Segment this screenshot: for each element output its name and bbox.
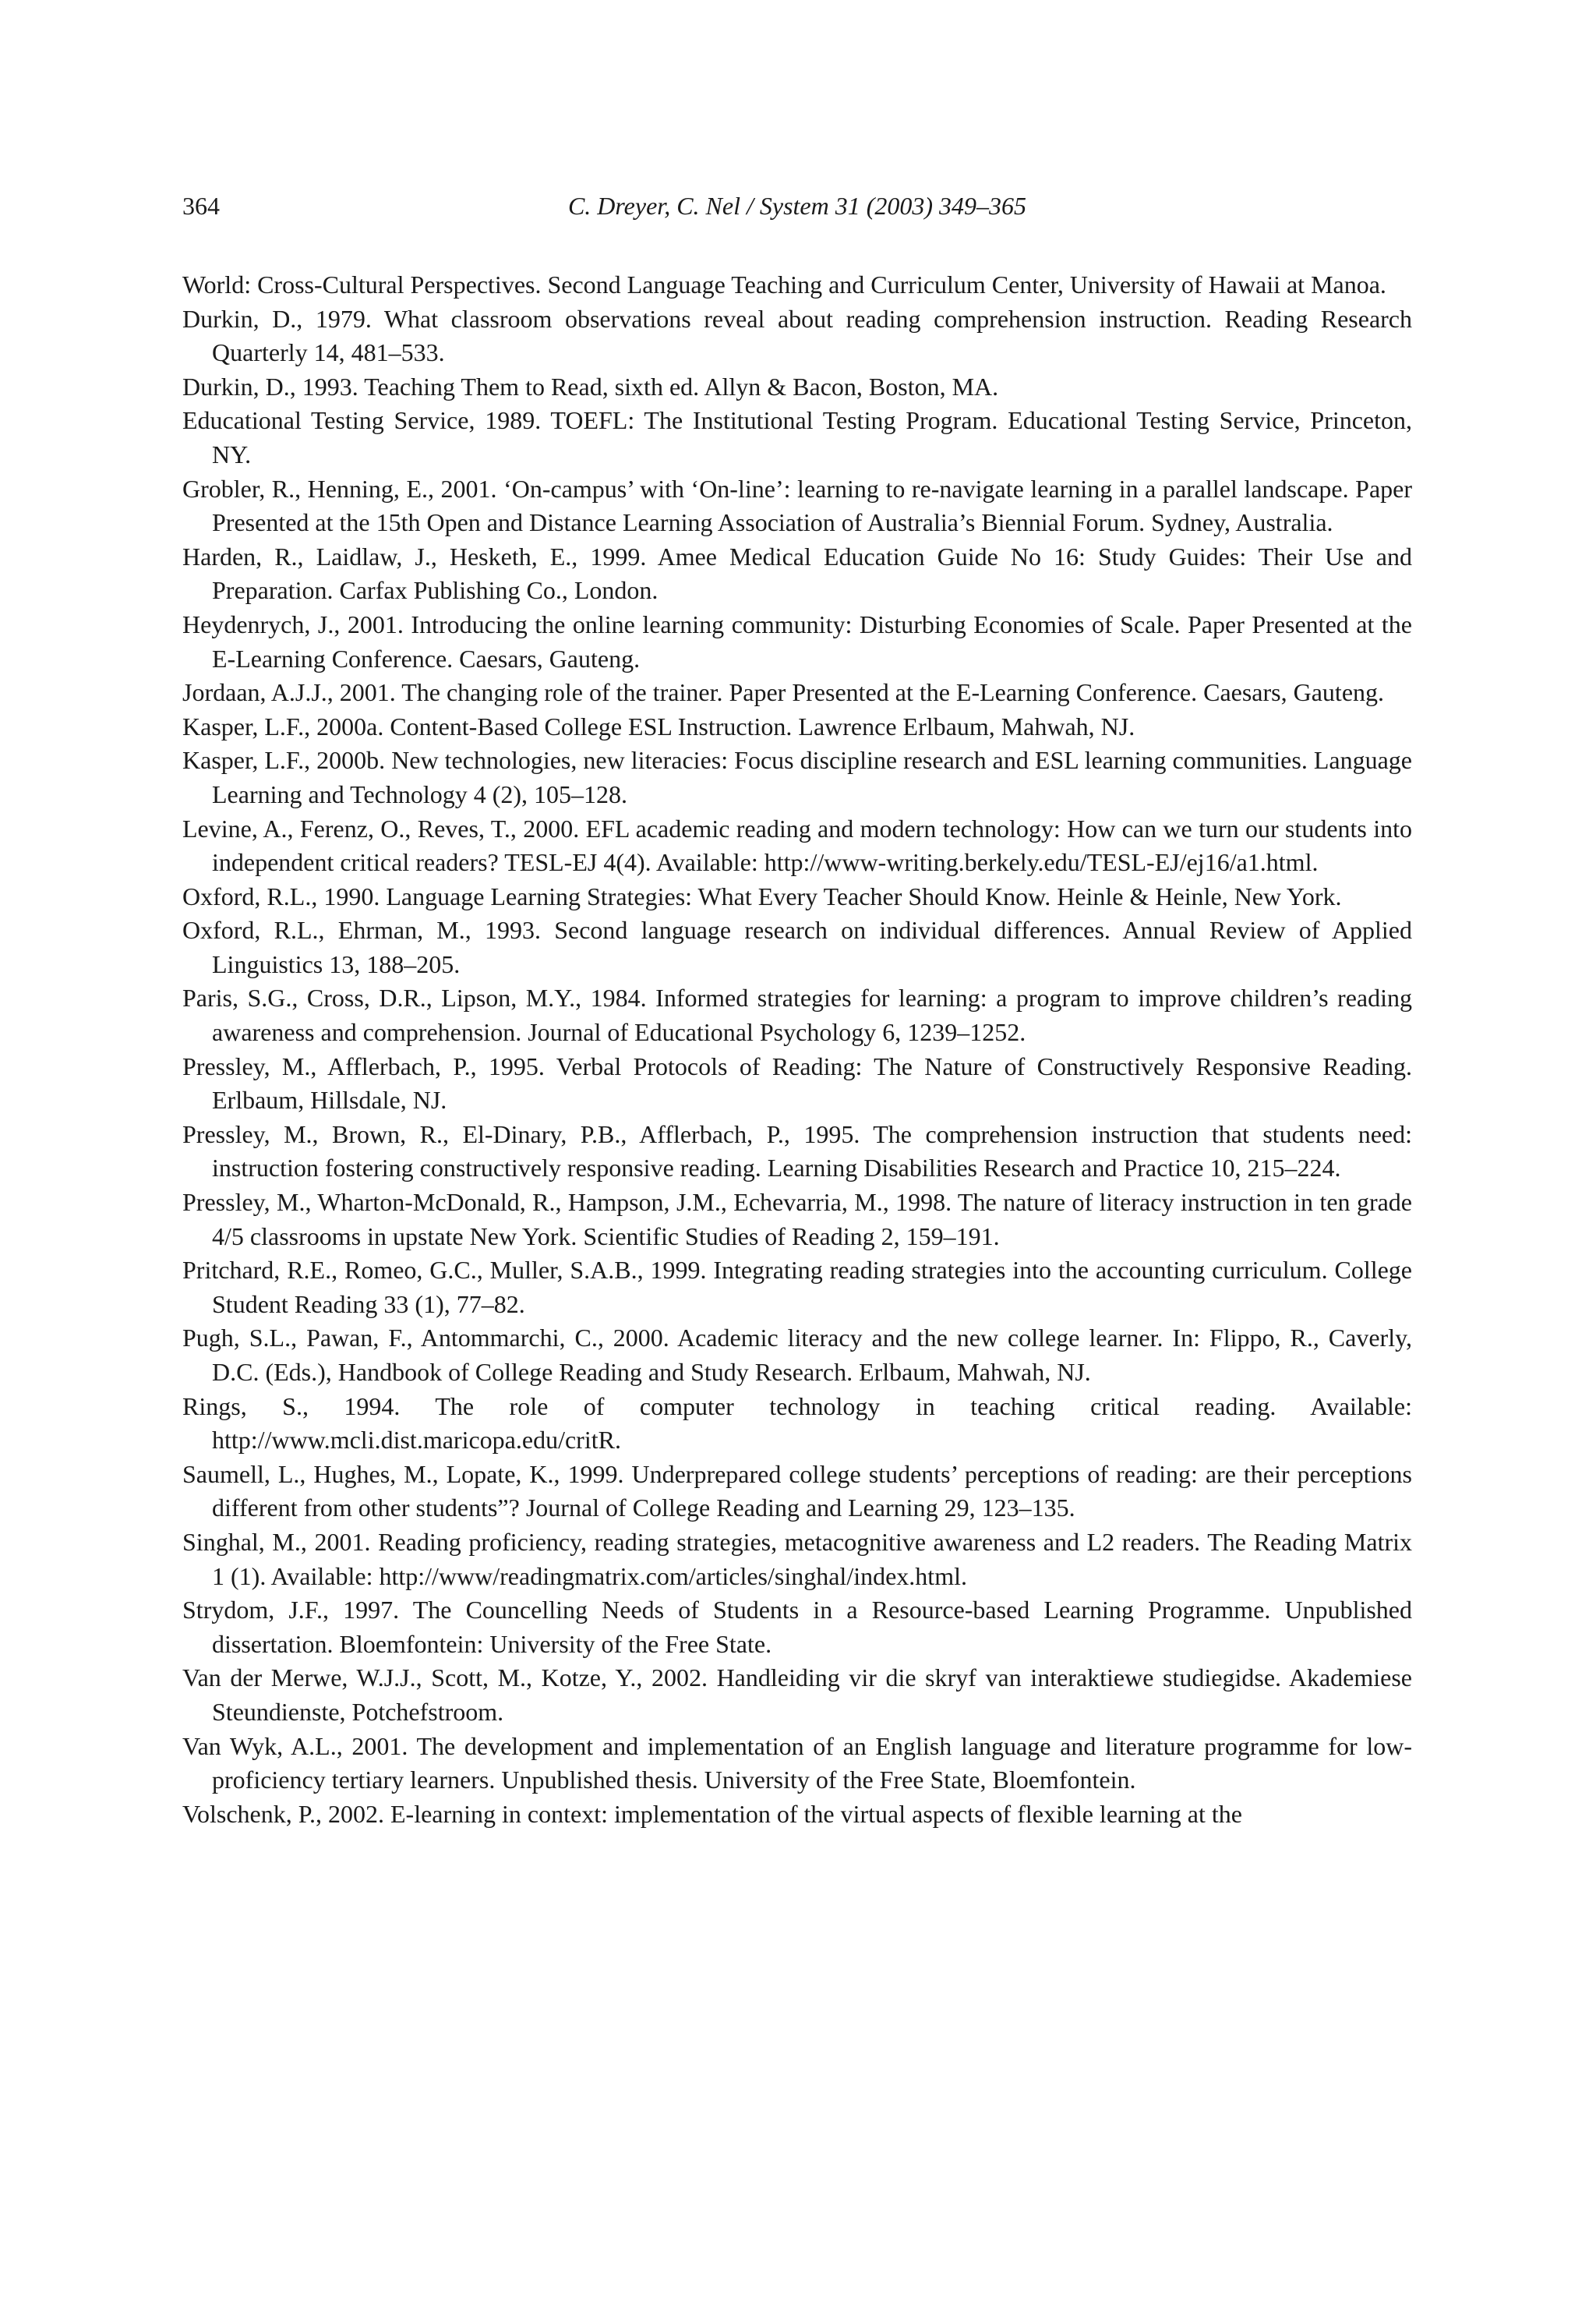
reference-entry: World: Cross-Cultural Perspectives. Second Language Teaching and Curriculum Center, University of Hawaii at Manoa. — [182, 270, 1386, 299]
reference-entry: Oxford, R.L., Ehrman, M., 1993. Second language research on individual differences. Annual Review of Applied Linguistics 13, 188–205. — [182, 916, 1412, 978]
reference-entry: Rings, S., 1994. The role of computer technology in teaching critical reading. Available: http://www.mcli.dist.maricopa.edu/critR. — [182, 1391, 1412, 1455]
reference-list — [182, 268, 1412, 1831]
reference-entry: Pressley, M., Brown, R., El-Dinary, P.B., Afflerbach, P., 1995. The comprehension instruction that students need: instruction fostering constructively responsive reading. Learning Disabilities Research and Practice 10, 215–224. — [182, 1119, 1412, 1182]
reference-entry: Kasper, L.F., 2000a. Content-Based College ESL Instruction. Lawrence Erlbaum, Mahwah, NJ. — [182, 712, 1135, 741]
reference-entry: Van Wyk, A.L., 2001. The development and implementation of an English language and literature programme for low-proficiency tertiary learners. Unpublished thesis. University of the Free State, Bloemfontein. — [182, 1731, 1412, 1794]
reference-entry: Saumell, L., Hughes, M., Lopate, K., 1999. Underprepared college students’ perceptions of reading: are their perceptions different from other students”? Journal of College Reading and Learning 29, 123–135. — [182, 1459, 1412, 1522]
journal-citation: C. Dreyer, C. Nel / System 31 (2003) 349–365 — [567, 192, 1027, 220]
reference-entry: Heydenrych, J., 2001. Introducing the online learning community: Disturbing Economies of Scale. Paper Presented at the E-Learning Conference. Caesars, Gauteng. — [182, 610, 1412, 673]
reference-entry: Jordaan, A.J.J., 2001. The changing role of the trainer. Paper Presented at the E-Learning Conference. Caesars, Gauteng. — [182, 678, 1385, 707]
reference-entry: Singhal, M., 2001. Reading proficiency, reading strategies, metacognitive awareness and L2 readers. The Reading Matrix 1 (1). Available: http://www/readingmatrix.com/articles/singhal/index.html. — [182, 1527, 1412, 1590]
running-header — [182, 189, 1412, 223]
reference-entry: Levine, A., Ferenz, O., Reves, T., 2000. EFL academic reading and modern technology: How can we turn our students into independent critical readers? TESL-EJ 4(4). Available: http://www-writing.berkely.edu/TESL-EJ/ej16/a1.html. — [182, 814, 1412, 877]
reference-entry: Harden, R., Laidlaw, J., Hesketh, E., 1999. Amee Medical Education Guide No 16: Study Guides: Their Use and Preparation. Carfax Publishing Co., London. — [182, 542, 1412, 605]
reference-entry: Durkin, D., 1993. Teaching Them to Read, sixth ed. Allyn & Bacon, Boston, MA. — [182, 372, 999, 401]
reference-entry: Pressley, M., Afflerbach, P., 1995. Verbal Protocols of Reading: The Nature of Constructively Responsive Reading. Erlbaum, Hillsdale, NJ. — [182, 1052, 1412, 1115]
reference-entry: Strydom, J.F., 1997. The Councelling Needs of Students in a Resource-based Learning Programme. Unpublished dissertation. Bloemfontein: University of the Free State. — [182, 1596, 1412, 1658]
reference-entry: Oxford, R.L., 1990. Language Learning Strategies: What Every Teacher Should Know. Heinle & Heinle, New York. — [182, 882, 1342, 910]
page-number: 364 — [182, 192, 220, 220]
reference-entry: Pritchard, R.E., Romeo, G.C., Muller, S.A.B., 1999. Integrating reading strategies into the accounting curriculum. College Student Reading 33 (1), 77–82. — [182, 1256, 1412, 1318]
reference-entry: Pressley, M., Wharton-McDonald, R., Hampson, J.M., Echevarria, M., 1998. The nature of literacy instruction in ten grade 4/5 classrooms in upstate New York. Scientific Studies of Reading 2, 159–191. — [182, 1188, 1412, 1250]
reference-entry: Kasper, L.F., 2000b. New technologies, new literacies: Focus discipline research and ESL learning communities. Language Learning and Technology 4 (2), 105–128. — [182, 746, 1412, 808]
reference-entry: Durkin, D., 1979. What classroom observations reveal about reading comprehension instruction. Reading Research Quarterly 14, 481–533. — [182, 304, 1412, 367]
reference-entry: Paris, S.G., Cross, D.R., Lipson, M.Y., 1984. Informed strategies for learning: a program to improve children’s reading awareness and comprehension. Journal of Educational Psychology 6, 1239–1252. — [182, 984, 1412, 1047]
reference-entry: Grobler, R., Henning, E., 2001. ‘On-campus’ with ‘On-line’: learning to re-navigate learning in a parallel landscape. Paper Presented at the 15th Open and Distance Learning Association of Australia’s Biennial Forum. Sydney, Australia. — [182, 474, 1412, 537]
reference-entry: Van der Merwe, W.J.J., Scott, M., Kotze, Y., 2002. Handleiding vir die skryf van interaktiewe studiegidse. Akademiese Steundienste, Potchefstroom. — [182, 1663, 1412, 1726]
reference-entry: Educational Testing Service, 1989. TOEFL: The Institutional Testing Program. Educational Testing Service, Princeton, NY. — [182, 406, 1412, 468]
reference-entry: Pugh, S.L., Pawan, F., Antommarchi, C., 2000. Academic literacy and the new college learner. In: Flippo, R., Caverly, D.C. (Eds.), Handbook of College Reading and Study Research. Erlbaum, Mahwah, NJ. — [182, 1324, 1412, 1386]
reference-entry: Volschenk, P., 2002. E-learning in context: implementation of the virtual aspects of flexible learning at the — [182, 1799, 1242, 1828]
